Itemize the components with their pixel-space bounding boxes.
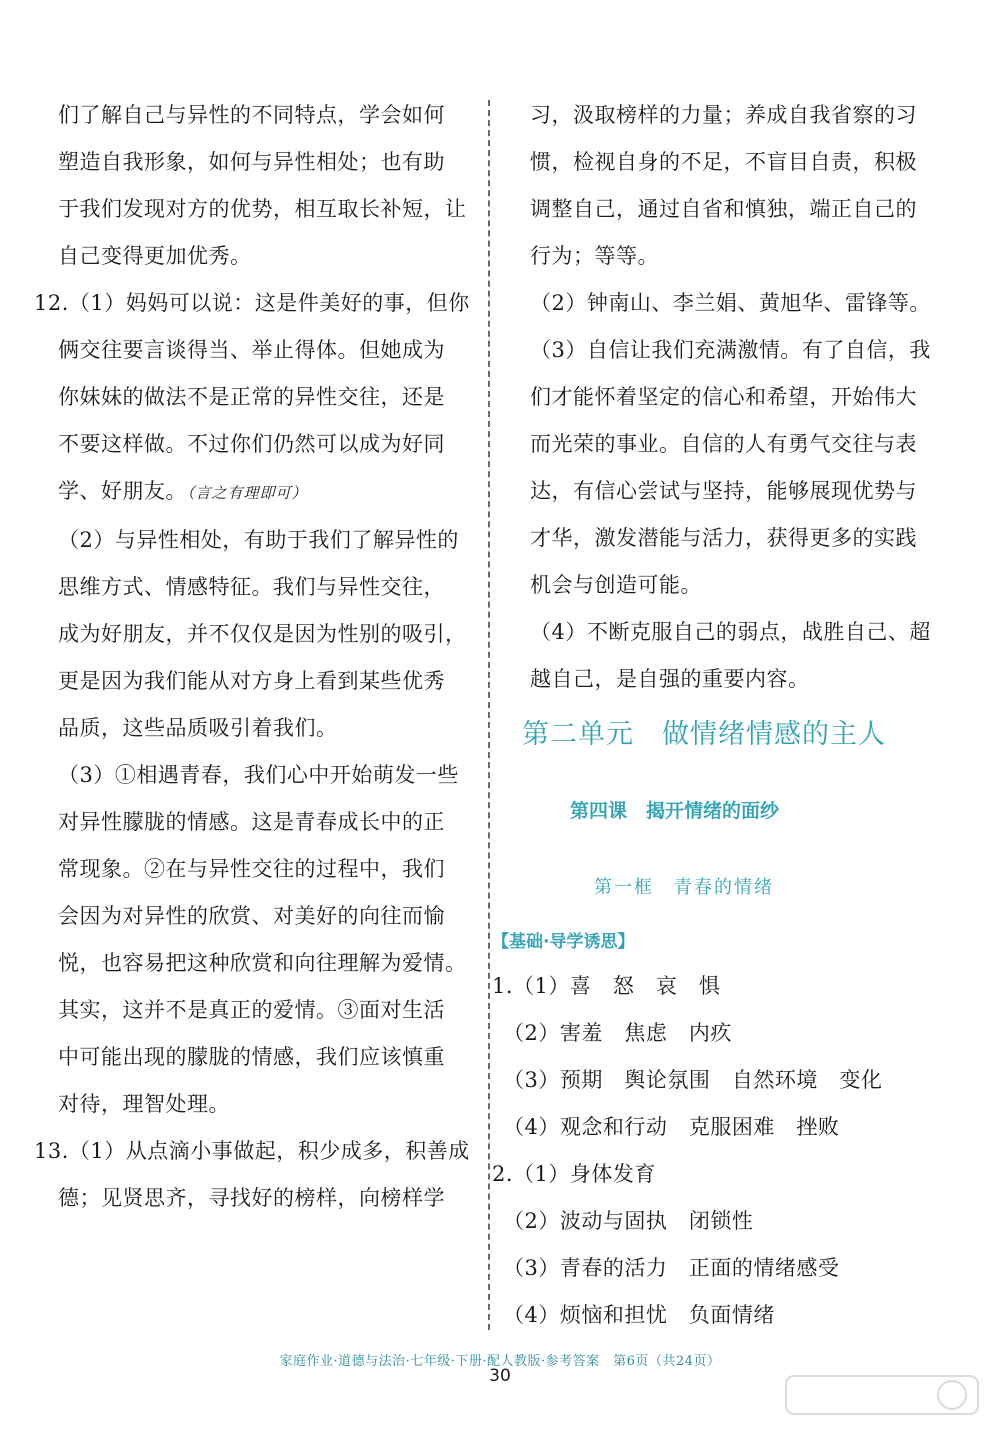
unit-heading: 第二单元 做情绪情感的主人: [522, 719, 886, 750]
page-number: 30: [489, 1366, 511, 1386]
text-line: 们才能怀着坚定的信心和希望，开始伟大: [530, 385, 917, 409]
text-line: 你妹妹的做法不是正常的异性交往，还是: [58, 385, 445, 409]
text-line: 们了解自己与异性的不同特点，学会如何: [58, 103, 445, 127]
text-line: 中可能出现的朦胧的情感，我们应该慎重: [58, 1045, 445, 1069]
list-item: （2）波动与固执 闭锁性: [492, 1209, 754, 1233]
text-line: （3）自信让我们充满激情。有了自信，我: [530, 338, 931, 362]
column-divider: [488, 100, 490, 1330]
left-column: [34, 92, 478, 1222]
text-line: [58, 468, 478, 517]
list-item: （4）烦恼和担忧 负面情绪: [492, 1303, 775, 1327]
text-line: 德；见贤思齐，寻找好的榜样，向榜样学: [58, 1186, 445, 1210]
lesson-heading: 第四课 揭开情绪的面纱: [570, 800, 780, 822]
grading-note: （言之有理即可）: [187, 484, 308, 502]
answer-list: [492, 963, 922, 1339]
text-line: 越自己，是自强的重要内容。: [530, 667, 810, 691]
list-item: （3）青春的活力 正面的情绪感受: [492, 1256, 840, 1280]
text-line: 机会与创造可能。: [530, 573, 702, 597]
watermark-logo: [782, 1372, 982, 1436]
text-line: （2）与异性相处，有助于我们了解异性的: [58, 528, 459, 552]
list-item: 1.（1）喜 怒 哀 惧: [492, 974, 721, 998]
text-line: （4）不断克服自己的弱点，战胜自己、超: [530, 620, 931, 644]
list-item: （3）预期 舆论氛围 自然环境 变化: [492, 1068, 883, 1092]
list-item: （2）害羞 焦虑 内疚: [492, 1021, 732, 1045]
right-column: [502, 92, 931, 703]
text-line: 调整自己，通过自省和慎独，端正自己的: [530, 197, 917, 221]
text-line: 更是因为我们能从对方身上看到某些优秀: [58, 669, 445, 693]
text-line: 俩交往要言谈得当、举止得体。但她成为: [58, 338, 445, 362]
text-line: 悦，也容易把这种欣赏和向往理解为爱情。: [58, 951, 467, 975]
text-line: 惯，检视自身的不足，不盲目自责，积极: [530, 150, 917, 174]
text-line: 品质，这些品质吸引着我们。: [58, 716, 338, 740]
text-line: （3）①相遇青春，我们心中开始萌发一些: [58, 763, 459, 787]
text-line: 思维方式、情感特征。我们与异性交往，: [58, 575, 445, 599]
text-line: 习，汲取榜样的力量；养成自我省察的习: [530, 103, 917, 127]
list-item: （4）观念和行动 克服困难 挫败: [492, 1115, 840, 1139]
text-line: 其实，这并不是真正的爱情。③面对生活: [58, 998, 445, 1022]
text-line: 对待，理智处理。: [58, 1092, 230, 1116]
section-heading: 【基础·导学诱思】: [492, 932, 635, 952]
text-line: 成为好朋友，并不仅仅是因为性别的吸引，: [58, 622, 467, 646]
text-line: 常现象。②在与异性交往的过程中，我们: [58, 857, 445, 881]
answer-12-line: 12.（1）妈妈可以说：这是件美好的事，但你: [34, 291, 470, 315]
list-item: 2.（1）身体发育: [492, 1162, 656, 1186]
page-footer: 家庭作业·道德与法治·七年级·下册·配人教版·参考答案 第6页（共24页）: [279, 1354, 721, 1369]
text-line: 会因为对异性的欣赏、对美好的向往而愉: [58, 904, 445, 928]
text-line: 不要这样做。不过你们仍然可以成为好同: [58, 432, 445, 456]
text-line: 塑造自我形象，如何与异性相处；也有助: [58, 150, 445, 174]
answer-13-line: 13.（1）从点滴小事做起，积少成多，积善成: [34, 1139, 470, 1163]
text-line: 达，有信心尝试与坚持，能够展现优势与: [530, 479, 917, 503]
text-line: 自己变得更加优秀。: [58, 244, 252, 268]
text-line: 于我们发现对方的优势，相互取长补短，让: [58, 197, 467, 221]
text-line: 对异性朦胧的情感。这是青春成长中的正: [58, 810, 445, 834]
text-line: 行为；等等。: [530, 244, 659, 268]
text-line: 才华，激发潜能与活力，获得更多的实践: [530, 526, 917, 550]
text-span: 学、好朋友。: [58, 479, 187, 503]
text-line: 而光荣的事业。自信的人有勇气交往与表: [530, 432, 917, 456]
frame-heading: 第一框 青春的情绪: [594, 877, 774, 898]
text-line: （2）钟南山、李兰娟、黄旭华、雷锋等。: [530, 291, 931, 315]
